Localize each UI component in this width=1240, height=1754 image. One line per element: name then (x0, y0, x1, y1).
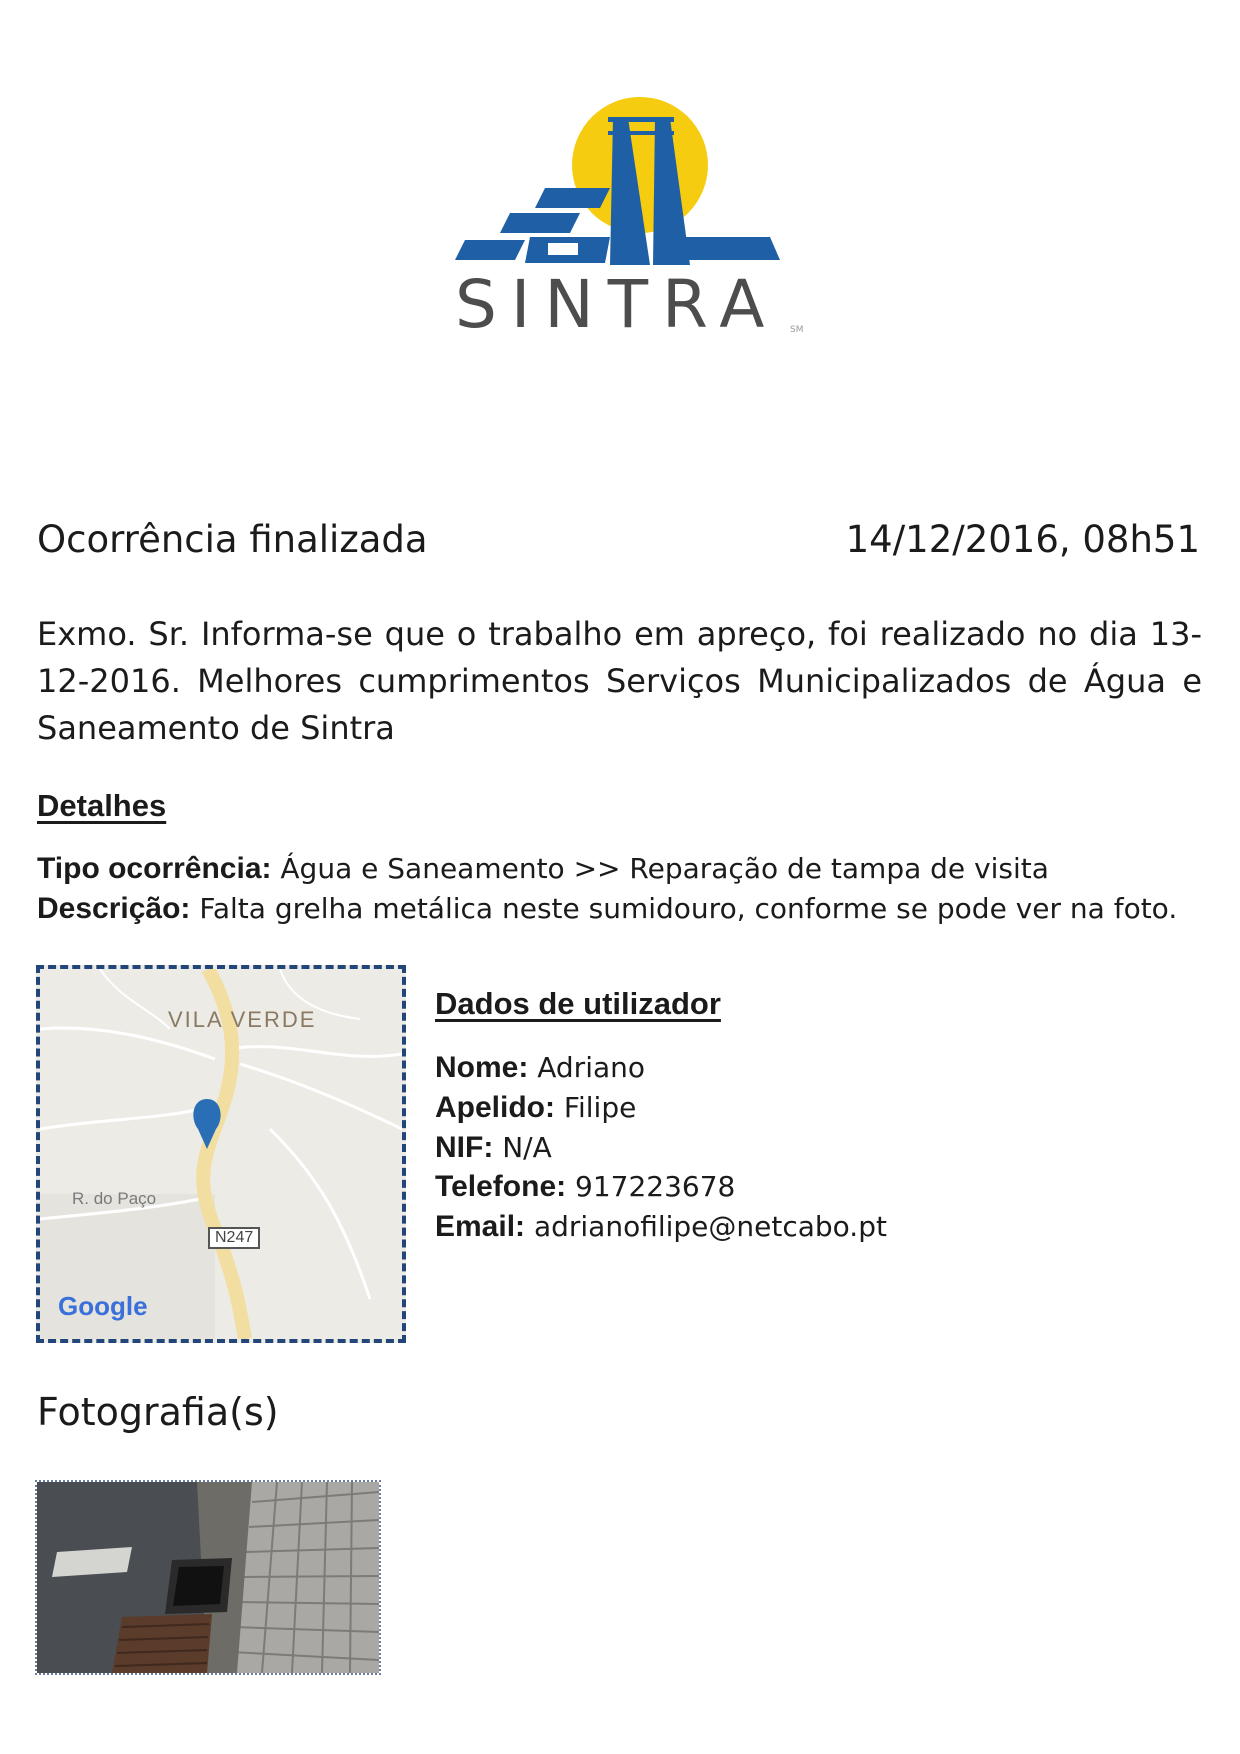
user-email-label: Email: (435, 1210, 526, 1243)
user-telefone-label: Telefone: (435, 1170, 567, 1203)
user-nif-row (435, 1130, 552, 1166)
status-datetime: 14/12/2016, 08h51 (845, 518, 1200, 561)
detail-tipo-row (37, 851, 1049, 887)
user-telefone-row (435, 1169, 735, 1205)
user-nome-row (435, 1050, 645, 1086)
user-nif-value: N/A (502, 1131, 552, 1164)
message-body: Exmo. Sr. Informa-se que o trabalho em apreço, foi realizado no dia 13-12-2016. Melhores cumprimentos Serviços Municipalizados de Água e Saneamento de Sintra (37, 615, 1202, 747)
map-street-label: R. do Paço (72, 1189, 157, 1208)
user-apelido-label: Apelido: (435, 1091, 555, 1124)
detail-descricao-value: Falta grelha metálica neste sumidouro, conforme se pode ver na foto. (199, 892, 1178, 925)
user-email-row (435, 1209, 887, 1245)
detail-tipo-label: Tipo ocorrência: (37, 852, 272, 885)
detail-descricao-label: Descrição: (37, 892, 191, 925)
details-heading: Detalhes (37, 788, 167, 823)
occurrence-photo[interactable] (35, 1480, 381, 1675)
map-road-badge: N247 (208, 1227, 260, 1249)
logo-sub-mark: SM (790, 325, 804, 335)
logo-wordmark: SINTRA (455, 266, 779, 343)
detail-tipo-value: Água e Saneamento >> Reparação de tampa de visita (280, 852, 1049, 885)
user-nome-label: Nome: (435, 1051, 529, 1084)
user-telefone-value: 917223678 (575, 1170, 736, 1203)
user-nome-value: Adriano (537, 1051, 646, 1084)
user-nif-label: NIF: (435, 1131, 494, 1164)
user-email-value[interactable]: adrianofilipe@netcabo.pt (533, 1210, 887, 1243)
status-title: Ocorrência finalizada (37, 518, 428, 561)
location-map[interactable] (36, 965, 406, 1343)
detail-descricao-row (37, 891, 1177, 927)
photo-graphic (37, 1482, 379, 1673)
photos-heading: Fotografia(s) (37, 1390, 279, 1434)
google-logo: Google (58, 1291, 148, 1321)
user-data-heading: Dados de utilizador (435, 986, 721, 1021)
user-apelido-value: Filipe (563, 1091, 637, 1124)
user-apelido-row (435, 1090, 636, 1126)
map-place-label: VILA VERDE (168, 1007, 317, 1032)
